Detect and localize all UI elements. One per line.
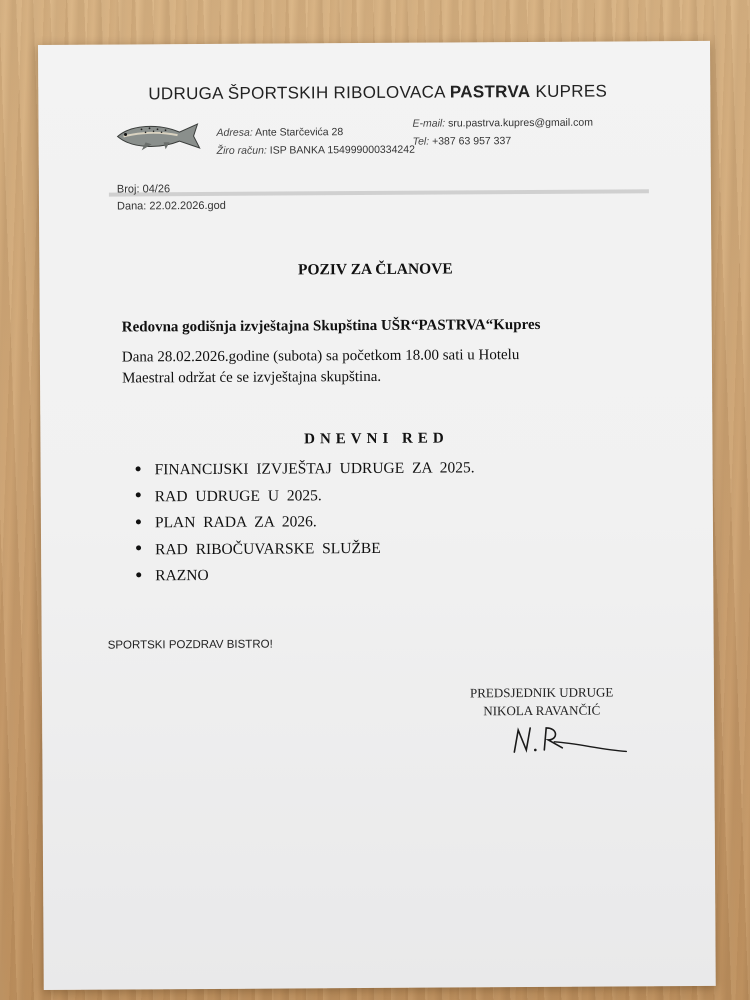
bullet-icon — [136, 493, 141, 498]
document-meta — [117, 181, 226, 216]
bullet-icon — [136, 466, 141, 471]
assembly-subject: Redovna godišnja izvještajna Skupština UŠR“PASTRVA“Kupres — [121, 316, 541, 336]
bullet-icon — [136, 546, 141, 551]
agenda-item: RAD RIBOČUVARSKE SLUŽBE — [136, 535, 475, 564]
handwritten-signature — [510, 721, 630, 758]
document-number: Broj: 04/26 — [116, 183, 171, 196]
agenda-item: PLAN RADA ZA 2026. — [136, 508, 475, 537]
signoff-role: PREDSJEDNIK UDRUGE — [469, 684, 614, 701]
invitation-body: Dana 28.02.2026.godine (subota) sa početkom 18.00 sati u Hotelu Maestral održat će se izvještajna skupština. — [121, 347, 520, 387]
agenda-item: RAD UDRUGE U 2025. — [136, 482, 475, 511]
signoff-name: NIKOLA RAVANČIĆ — [483, 702, 601, 719]
organization-name: UDRUGA ŠPORTSKIH RIBOLOVACA PASTRVA KUPRES — [148, 81, 608, 104]
document-heading: POZIV ZA ČLANOVE — [297, 260, 453, 279]
bullet-icon — [136, 572, 141, 577]
document-date: Dana: 22.02.2026.god — [116, 199, 226, 213]
signoff-block — [470, 683, 614, 720]
letterhead — [108, 79, 649, 196]
contact-block: E-mail: sru.pastrva.kupres@gmail.com Tel: +387 63 957 337 — [412, 116, 593, 148]
closing-greeting: SPORTSKI POZDRAV BISTRO! — [107, 638, 273, 652]
trout-fish-logo-icon — [113, 118, 203, 155]
letter-paper — [38, 41, 716, 990]
agenda-title: DNEVNI RED — [304, 430, 449, 448]
address-block: Adresa: Ante Starčevića 28 Žiro račun: ISP BANKA 154999000334242 — [216, 126, 415, 157]
agenda-item: RAZNO — [136, 561, 475, 590]
agenda-item: FINANCIJSKI IZVJEŠTAJ UDRUGE ZA 2025. — [136, 455, 475, 484]
bullet-icon — [136, 519, 141, 524]
agenda-list — [136, 455, 476, 590]
